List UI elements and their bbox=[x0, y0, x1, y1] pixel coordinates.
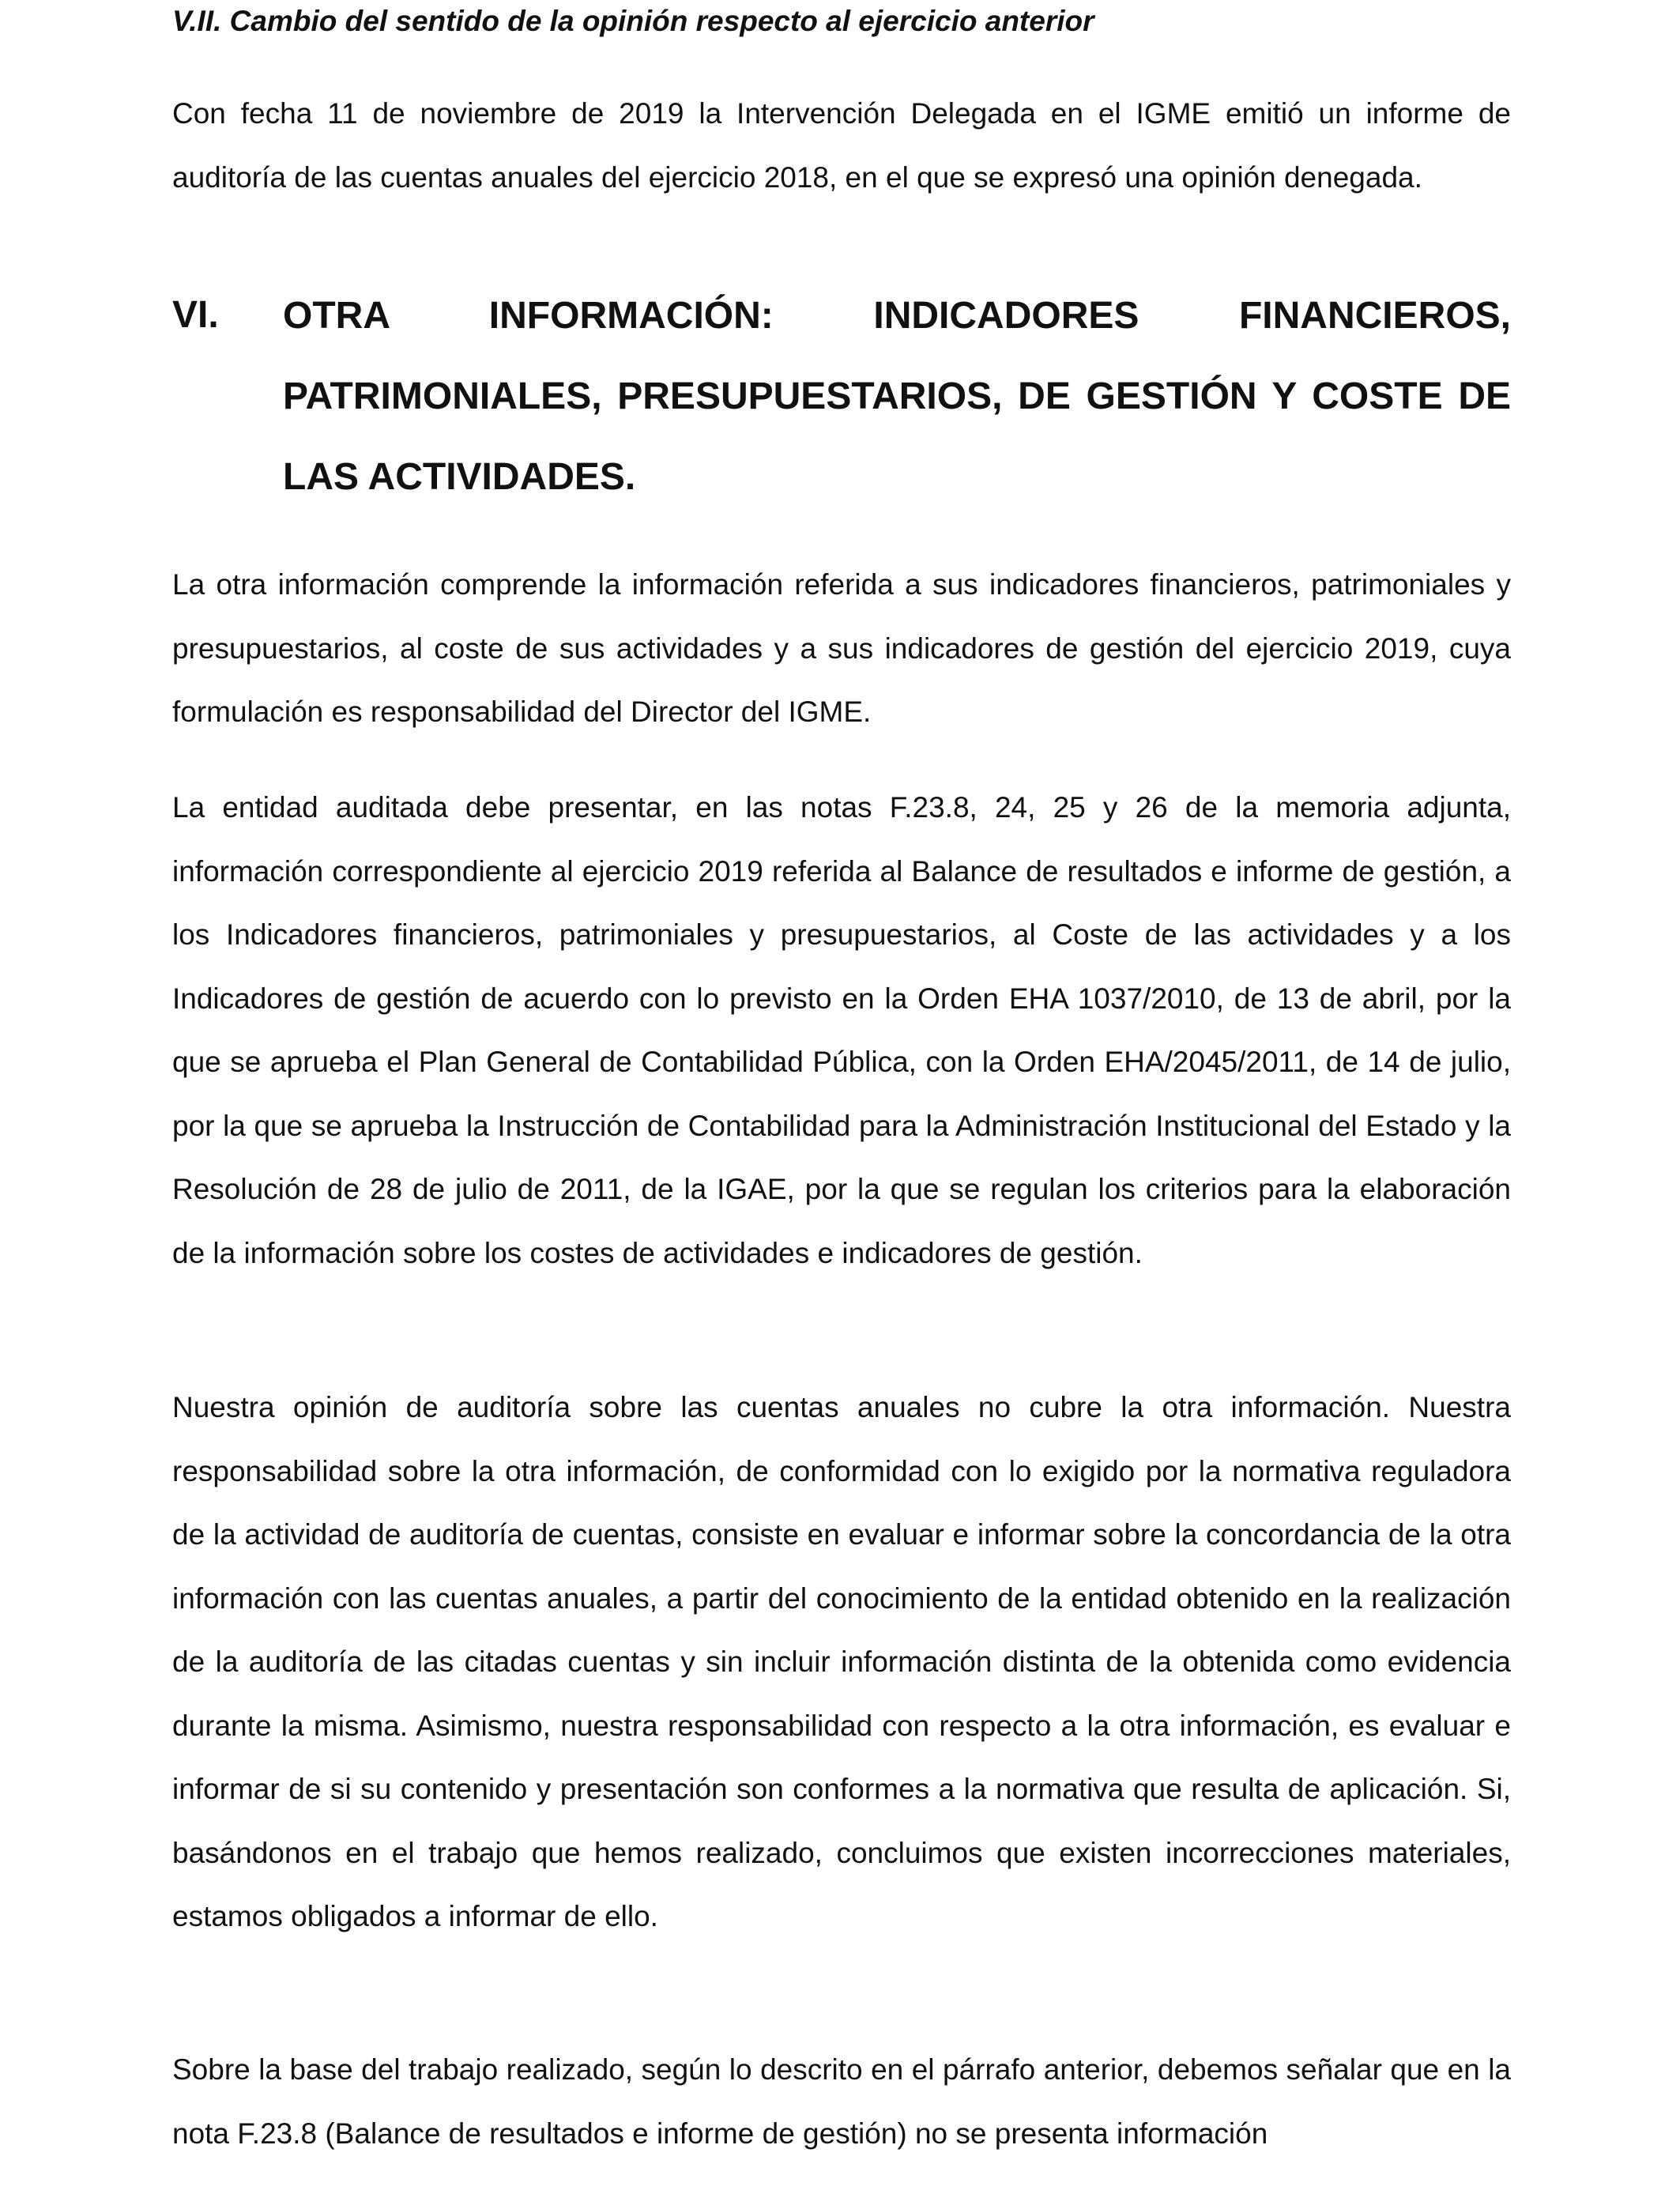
paragraph-other-information: La otra información comprende la información referida a sus indicadores financieros, patrimoniales y presupuestarios, al coste de sus actividades y a sus indicadores de gestión del ejercicio 2019, cuya formulación es responsabilidad del Director del IGME. bbox=[172, 568, 1511, 728]
paragraph-notes-requirement: La entidad auditada debe presentar, en las notas F.23.8, 24, 25 y 26 de la memoria adjunta, información correspondiente al ejercicio 2019 referida al Balance de resultados e informe de gestión, a los Indicadores financieros, patrimoniales y presupuestarios, al Coste de las actividades y a los Indicadores de gestión de acuerdo con lo previsto en la Orden EHA 1037/2010, de 13 de abril, por la que se aprueba el Plan General de Contabilidad Pública, con la Orden EHA/2045/2011, de 14 de julio, por la que se aprueba la Instrucción de Contabilidad para la Administración Institucional del Estado y la Resolución de 28 de julio de 2011, de la IGAE, por la que se regulan los criterios para la elaboración de la información sobre los costes de actividades e indicadores de gestión. bbox=[172, 791, 1511, 1269]
paragraph-prior-year-opinion: Con fecha 11 de noviembre de 2019 la Intervención Delegada en el IGME emitió un informe de auditoría de las cuentas anuales del ejercicio 2018, en el que se expresó una opinión denegada. bbox=[172, 97, 1511, 194]
section-title: OTRA INFORMACIÓN: INDICADORES FINANCIEROS, PATRIMONIALES, PRESUPUESTARIOS, DE GESTIÓN Y COSTE DE LAS ACTIVIDADES. bbox=[283, 295, 1511, 498]
subsection-heading: V.II. Cambio del sentido de la opinión respecto al ejercicio anterior bbox=[172, 5, 1094, 37]
section-number: VI. bbox=[172, 294, 219, 336]
paragraph-conclusion: Sobre la base del trabajo realizado, según lo descrito en el párrafo anterior, debemos señalar que en la nota F.23.8 (Balance de resultados e informe de gestión) no se presenta información bbox=[172, 2053, 1511, 2150]
paragraph-auditor-responsibility: Nuestra opinión de auditoría sobre las cuentas anuales no cubre la otra información. Nuestra responsabilidad sobre la otra información, de conformidad con lo exigido por la normativa reguladora de la actividad de auditoría de cuentas, consiste en evaluar e informar sobre la concordancia de la otra información con las cuentas anuales, a partir del conocimiento de la entidad obtenido en la realización de la auditoría de las citadas cuentas y sin incluir información distinta de la obtenida como evidencia durante la misma. Asimismo, nuestra responsabilidad con respecto a la otra información, es evaluar e informar de si su contenido y presentación son conformes a la normativa que resulta de aplicación. Si, basándonos en el trabajo que hemos realizado, concluimos que existen incorrecciones materiales, estamos obligados a informar de ello. bbox=[172, 1391, 1511, 1932]
